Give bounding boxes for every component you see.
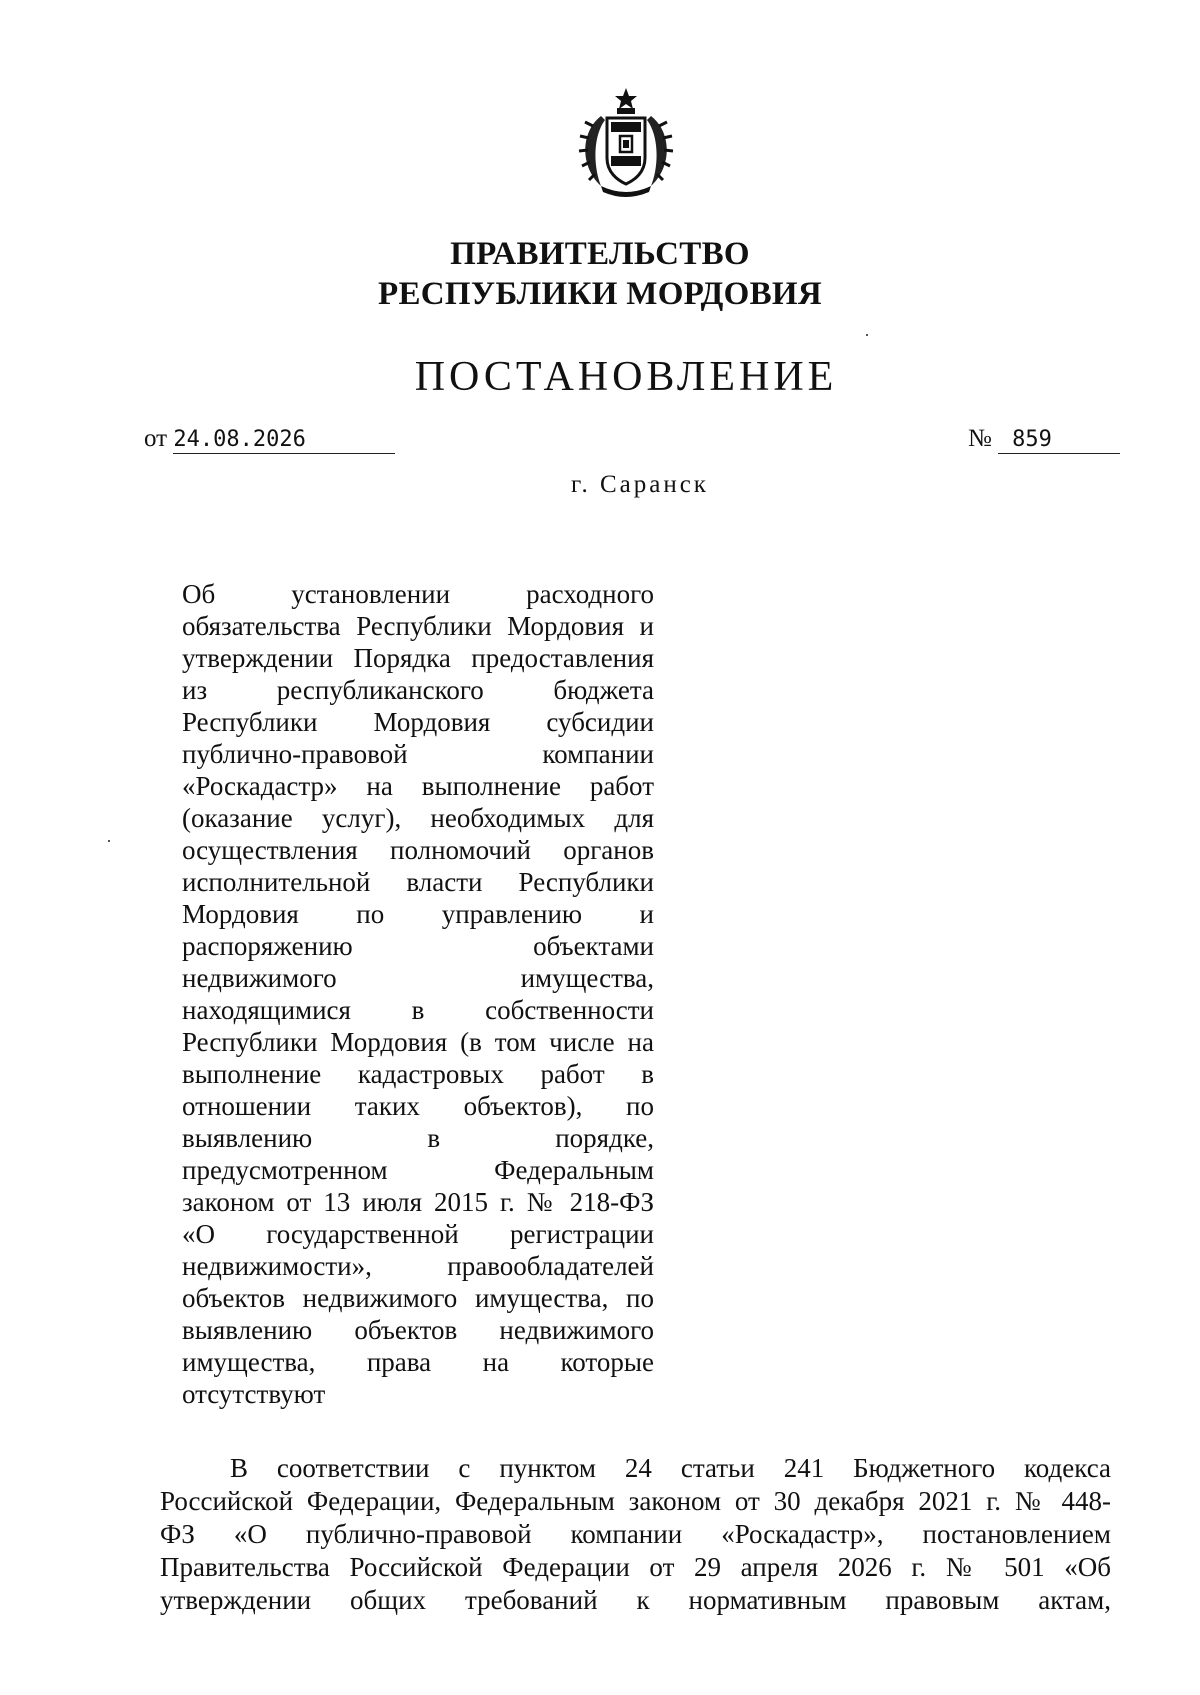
title-line: выполнение кадастровых работ в: [182, 1059, 654, 1089]
scan-speck: [108, 840, 110, 842]
date-prefix: от: [144, 425, 168, 452]
body-line: В соответствии с пунктом 24 статьи 241 Бюджетного кодекса: [230, 1453, 1111, 1483]
document-type-heading: ПОСТАНОВЛЕНИЕ: [414, 354, 838, 400]
organization-name-line-2: РЕСПУБЛИКИ МОРДОВИЯ: [377, 276, 822, 312]
title-line: недвижимости», правообладателей: [182, 1251, 654, 1281]
title-line: осуществления полномочий органов: [182, 835, 654, 865]
title-line: отсутствуют: [182, 1379, 326, 1409]
title-line: Республики Мордовия (в том числе на: [182, 1027, 654, 1057]
title-line: утверждении Порядка предоставления: [182, 643, 654, 673]
title-line: «Роскадастр» на выполнение работ: [182, 771, 654, 801]
title-line: недвижимого имущества,: [182, 963, 654, 993]
title-line: «О государственной регистрации: [182, 1219, 654, 1249]
date-block: [144, 424, 395, 454]
title-line: находящимися в собственности: [182, 995, 654, 1025]
title-line: публично-правовой компании: [182, 739, 654, 769]
document-title: [182, 578, 654, 1410]
body-line: Правительства Российской Федерации от 29 апреля 2026 г. № 501 «Об: [160, 1552, 1111, 1582]
title-line: исполнительной власти Республики: [182, 867, 654, 897]
body-line: утверждении общих требований к нормативным правовым актам,: [160, 1585, 1111, 1615]
title-line: обязательства Республики Мордовия и: [182, 611, 654, 641]
title-line: законом от 13 июля 2015 г. № 218-ФЗ: [182, 1187, 654, 1217]
title-line: выявлению объектов недвижимого: [182, 1315, 654, 1345]
document-date: 24.08.2026: [173, 427, 395, 454]
body-paragraph: [160, 1452, 1111, 1617]
title-line: объектов недвижимого имущества, по: [182, 1283, 654, 1313]
title-line: отношении таких объектов), по: [182, 1091, 654, 1121]
title-line: Об установлении расходного: [182, 579, 654, 609]
coat-of-arms-icon: [571, 86, 681, 201]
title-line: предусмотренном Федеральным: [182, 1155, 654, 1185]
body-line: ФЗ «О публично-правовой компании «Роскадастр», постановлением: [160, 1519, 1111, 1549]
body-line: Российской Федерации, Федеральным законом от 30 декабря 2021 г. № 448-: [160, 1486, 1111, 1516]
document-number: 859: [998, 427, 1120, 454]
title-line: имущества, права на которые: [182, 1347, 654, 1377]
title-line: (оказание услуг), необходимых для: [182, 803, 654, 833]
title-line: распоряжению объектами: [182, 931, 654, 961]
number-block: [968, 424, 1120, 454]
title-line: выявлению в порядке,: [182, 1123, 654, 1153]
organization-name-line-1: ПРАВИТЕЛЬСТВО: [450, 236, 750, 272]
city-line: г. Саранск: [571, 471, 709, 498]
title-line: Республики Мордовия субсидии: [182, 707, 654, 737]
title-line: из республиканского бюджета: [182, 675, 654, 705]
scan-speck: [866, 334, 868, 336]
number-sign: №: [968, 425, 992, 452]
title-line: Мордовия по управлению и: [182, 899, 654, 929]
